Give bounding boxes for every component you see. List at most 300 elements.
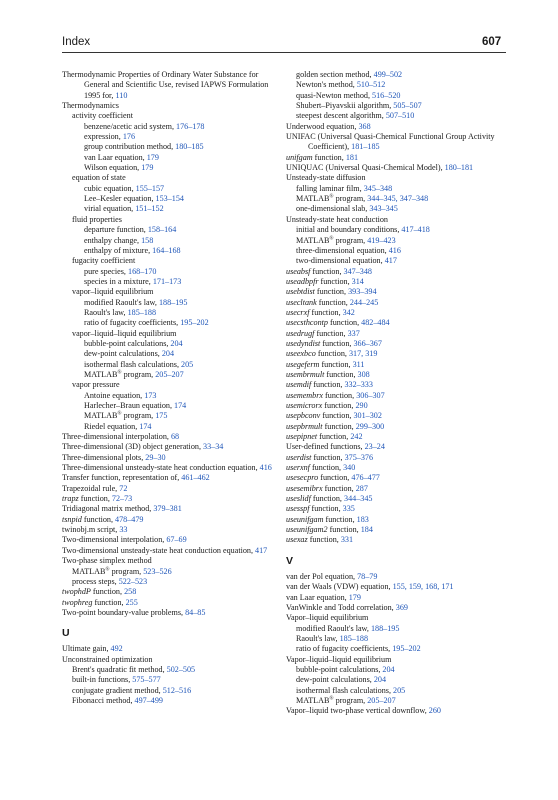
entry-page-link[interactable]: 290 bbox=[355, 401, 368, 410]
entry-page-link[interactable]: 185–188 bbox=[127, 307, 157, 317]
index-entry bbox=[286, 391, 506, 401]
entry-text: Transfer function, representation of, bbox=[62, 473, 182, 483]
index-entry bbox=[62, 675, 276, 685]
index-entry bbox=[62, 442, 276, 452]
index-entry bbox=[62, 608, 276, 618]
index-entry bbox=[62, 298, 276, 308]
entry-text: Three-dimensional (3D) object generation, bbox=[62, 442, 204, 452]
entry-page-link[interactable]: 158 bbox=[141, 235, 154, 245]
index-entry bbox=[62, 686, 276, 696]
entry-text: function, bbox=[90, 587, 125, 597]
entry-text: Trapezoidal rule, bbox=[62, 483, 120, 493]
index-entry bbox=[286, 256, 506, 266]
index-entry bbox=[62, 422, 276, 432]
entry-function-name: twophreg bbox=[62, 597, 93, 607]
entry-page-link[interactable]: 205–207 bbox=[367, 695, 396, 705]
index-entry bbox=[286, 432, 506, 442]
entry-page-link[interactable]: 417 bbox=[255, 545, 268, 555]
entry-text: function, bbox=[323, 514, 357, 524]
entry-page-link[interactable]: 512–516 bbox=[162, 685, 192, 695]
entry-function-name: useslidf bbox=[286, 494, 311, 504]
entry-page-link[interactable]: 67–69 bbox=[166, 535, 187, 545]
entry-page-link[interactable]: 180–181 bbox=[444, 163, 474, 173]
entry-page-link[interactable]: 179 bbox=[146, 152, 159, 162]
entry-text: activity coefficient bbox=[72, 111, 133, 121]
index-entry bbox=[62, 453, 276, 463]
entry-page-link[interactable]: 205 bbox=[393, 685, 406, 695]
entry-page-link[interactable]: 344–345, 347–348 bbox=[367, 194, 429, 204]
index-entry bbox=[286, 644, 506, 654]
entry-text: process steps, bbox=[72, 576, 119, 586]
entry-text: function, bbox=[322, 401, 356, 410]
index-entry bbox=[62, 380, 276, 390]
index-entry bbox=[62, 525, 276, 535]
entry-text: Raoult's law, bbox=[296, 633, 340, 643]
entry-text: Unconstrained optimization bbox=[62, 654, 153, 664]
entry-page-link[interactable]: 244–245 bbox=[349, 297, 379, 307]
entry-page-link[interactable]: 575–577 bbox=[132, 675, 161, 685]
entry-function-name: usembrmult bbox=[286, 369, 325, 379]
entry-page-link[interactable]: 23–24 bbox=[364, 442, 385, 452]
entry-text: function, bbox=[319, 359, 353, 369]
index-entry bbox=[286, 442, 506, 452]
entry-text: initial and boundary conditions, bbox=[296, 225, 402, 235]
entry-text: MATLAB bbox=[84, 411, 118, 421]
entry-page-link[interactable]: 205 bbox=[181, 359, 194, 369]
entry-text: function, bbox=[322, 421, 356, 431]
entry-page-link[interactable]: 461–462 bbox=[181, 473, 210, 483]
entry-page-link[interactable]: 176–178 bbox=[176, 121, 205, 131]
entry-page-link[interactable]: 204 bbox=[170, 338, 183, 348]
entry-text: User-defined functions, bbox=[286, 442, 365, 452]
entry-page-link[interactable]: 416 bbox=[388, 245, 401, 255]
index-entry bbox=[286, 675, 506, 685]
index-entry bbox=[62, 494, 276, 504]
entry-function-name: usebtdist bbox=[286, 287, 315, 297]
entry-text: Newton's method, bbox=[296, 80, 357, 90]
entry-page-link[interactable]: 153–154 bbox=[155, 194, 184, 204]
index-entry bbox=[62, 598, 276, 608]
entry-page-link[interactable]: 33–34 bbox=[203, 442, 224, 452]
index-column-left bbox=[62, 70, 276, 706]
entry-function-name: usedyndist bbox=[286, 338, 321, 348]
entry-function-name: userxnf bbox=[286, 463, 310, 473]
entry-text: virial equation, bbox=[84, 204, 136, 214]
entry-page-link[interactable]: 482–484 bbox=[361, 318, 390, 328]
index-entry bbox=[62, 225, 276, 235]
entry-page-link[interactable]: 337 bbox=[347, 328, 360, 338]
index-entry bbox=[286, 329, 506, 339]
entry-superscript: ® bbox=[329, 695, 334, 702]
entry-page-link[interactable]: 174 bbox=[139, 421, 152, 431]
entry-text: MATLAB bbox=[72, 566, 106, 576]
entry-page-link[interactable]: 175 bbox=[155, 411, 168, 421]
entry-text: group contribution method, bbox=[84, 142, 176, 152]
entry-function-name: usesemibrx bbox=[286, 483, 323, 493]
entry-page-link[interactable]: 204 bbox=[373, 675, 387, 685]
entry-page-link[interactable]: 492 bbox=[110, 644, 123, 654]
index-entry bbox=[286, 624, 506, 634]
entry-function-name: tsnpid bbox=[62, 514, 82, 524]
entry-page-link[interactable]: 366–367 bbox=[353, 338, 382, 348]
entry-superscript: ® bbox=[329, 193, 334, 200]
entry-function-name: useunifgam bbox=[286, 514, 324, 524]
index-entry bbox=[62, 644, 276, 654]
index-entry bbox=[62, 287, 276, 297]
index-entry bbox=[62, 370, 276, 380]
entry-text: MATLAB bbox=[296, 695, 330, 705]
entry-function-name: unifgam bbox=[286, 152, 313, 162]
index-entry bbox=[286, 215, 506, 225]
entry-text: function, bbox=[317, 432, 351, 442]
index-entry bbox=[286, 101, 506, 111]
index-entry bbox=[62, 194, 276, 204]
entry-text: function, bbox=[320, 411, 354, 421]
index-entry bbox=[62, 473, 276, 483]
entry-function-name: usemembrx bbox=[286, 390, 324, 400]
entry-page-link[interactable]: 317, 319 bbox=[348, 349, 378, 359]
entry-text: Vapor–liquid–liquid equilibrium bbox=[286, 654, 392, 664]
entry-text: built-in functions, bbox=[72, 675, 133, 685]
entry-text: dew-point calculations, bbox=[296, 675, 374, 685]
entry-page-link[interactable]: 68 bbox=[170, 432, 180, 442]
entry-page-link[interactable]: 188–195 bbox=[370, 623, 400, 633]
entry-function-name: usepbconv bbox=[286, 411, 321, 421]
index-entry bbox=[286, 473, 506, 483]
entry-page-link[interactable]: 299–300 bbox=[355, 421, 385, 431]
index-entry bbox=[62, 256, 276, 266]
entry-page-link[interactable]: 171–173 bbox=[152, 276, 182, 286]
entry-page-link[interactable]: 184 bbox=[360, 525, 373, 535]
entry-page-link[interactable]: 306–307 bbox=[356, 390, 385, 400]
section-letter: U bbox=[62, 627, 70, 640]
entry-text: Unsteady-state diffusion bbox=[286, 173, 366, 183]
entry-page-link[interactable]: 331 bbox=[340, 535, 354, 545]
entry-page-link[interactable]: 168–170 bbox=[128, 266, 157, 276]
entry-text: MATLAB bbox=[296, 194, 330, 204]
entry-text: Lee–Kesler equation, bbox=[84, 194, 156, 204]
index-entry bbox=[62, 184, 276, 194]
entry-page-link[interactable]: 195–202 bbox=[180, 318, 209, 328]
entry-text: VanWinkle and Todd correlation, bbox=[286, 602, 396, 612]
entry-page-link[interactable]: 255 bbox=[125, 597, 138, 607]
entry-text: bubble-point calculations, bbox=[84, 338, 171, 348]
entry-page-link[interactable]: 516–520 bbox=[372, 90, 401, 100]
entry-text: isothermal flash calculations, bbox=[296, 685, 394, 695]
entry-page-link[interactable]: 195–202 bbox=[392, 644, 421, 654]
entry-page-link[interactable]: 393–394 bbox=[348, 287, 377, 297]
entry-text: Thermodynamic Properties of Ordinary Water Substance for General and Scientific Use, revised IAPWS Formulation 1995 for, bbox=[62, 70, 269, 100]
index-entry bbox=[286, 122, 506, 132]
entry-text: function, bbox=[327, 318, 362, 328]
entry-text: function, bbox=[314, 328, 348, 338]
index-entry bbox=[62, 360, 276, 370]
entry-text: ratio of fugacity coefficients, bbox=[296, 644, 393, 654]
entry-page-link[interactable]: 72–73 bbox=[111, 494, 133, 504]
index-entry bbox=[286, 535, 506, 545]
entry-page-link[interactable]: 181 bbox=[345, 152, 358, 162]
entry-page-link[interactable]: 33 bbox=[119, 525, 128, 535]
index-entry bbox=[286, 655, 506, 665]
index-entry bbox=[62, 339, 276, 349]
index-entry bbox=[62, 484, 276, 494]
entry-page-link[interactable]: 78–79 bbox=[357, 571, 378, 581]
index-entry bbox=[62, 318, 276, 328]
entry-text: function, bbox=[323, 390, 357, 400]
entry-text: Thermodynamics bbox=[62, 101, 119, 111]
entry-page-link[interactable]: 502–505 bbox=[166, 664, 196, 674]
entry-page-link[interactable]: 311 bbox=[352, 359, 365, 369]
entry-text: benzene/acetic acid system, bbox=[84, 121, 177, 131]
entry-page-link[interactable]: 314 bbox=[351, 276, 364, 286]
entry-page-link[interactable]: 204 bbox=[382, 664, 395, 674]
entry-text: program, bbox=[109, 566, 144, 576]
index-entry bbox=[286, 422, 506, 432]
entry-function-name: trapz bbox=[62, 494, 79, 504]
entry-text: cubic equation, bbox=[84, 183, 136, 193]
entry-text: function, bbox=[310, 266, 344, 276]
entry-text: Shubert–Piyavskii algorithm, bbox=[296, 101, 394, 111]
entry-text: function, bbox=[309, 307, 343, 317]
entry-page-link[interactable]: 476–477 bbox=[351, 473, 380, 483]
entry-text: function, bbox=[320, 338, 354, 348]
index-entry bbox=[62, 391, 276, 401]
entry-page-link[interactable]: 173 bbox=[144, 390, 157, 400]
entry-text: van Laar equation, bbox=[84, 152, 147, 162]
entry-text: function, bbox=[92, 597, 126, 607]
entry-function-name: useabsf bbox=[286, 266, 311, 276]
entry-text: departure function, bbox=[84, 225, 148, 235]
index-entry bbox=[286, 593, 506, 603]
index-entry bbox=[62, 267, 276, 277]
entry-text: Harlecher–Braun equation, bbox=[84, 401, 175, 410]
entry-function-name: usecltank bbox=[286, 297, 317, 307]
entry-superscript: ® bbox=[117, 369, 122, 376]
entry-page-link[interactable]: 345–348 bbox=[363, 183, 393, 193]
entry-text: vapor–liquid equilibrium bbox=[72, 287, 154, 297]
entry-text: Tridiagonal matrix method, bbox=[62, 504, 154, 514]
index-entry bbox=[286, 339, 506, 349]
index-entry bbox=[62, 173, 276, 183]
index-entry bbox=[286, 225, 506, 235]
entry-page-link[interactable]: 505–507 bbox=[393, 101, 422, 111]
index-entry bbox=[62, 567, 276, 577]
entry-page-link[interactable]: 242 bbox=[350, 432, 363, 442]
index-entry bbox=[286, 696, 506, 706]
index-entry bbox=[286, 277, 506, 287]
entry-page-link[interactable]: 301–302 bbox=[353, 411, 382, 421]
entry-text: species in a mixture, bbox=[84, 276, 153, 286]
index-entry bbox=[62, 70, 276, 101]
entry-page-link[interactable]: 340 bbox=[343, 463, 356, 473]
index-entry bbox=[286, 80, 506, 90]
entry-page-link[interactable]: 523–526 bbox=[143, 566, 172, 576]
entry-text: one-dimensional slab, bbox=[296, 204, 370, 214]
entry-page-link[interactable]: 522–523 bbox=[118, 576, 148, 586]
entry-page-link[interactable]: 343–345 bbox=[369, 204, 398, 214]
entry-page-link[interactable]: 499–502 bbox=[373, 70, 403, 79]
entry-text: Riedel equation, bbox=[84, 421, 140, 431]
index-entry bbox=[62, 246, 276, 256]
entry-text: program, bbox=[121, 369, 156, 379]
entry-superscript: ® bbox=[117, 410, 122, 417]
entry-page-link[interactable]: 417–418 bbox=[401, 225, 430, 235]
entry-page-link[interactable]: 29–30 bbox=[145, 452, 166, 462]
entry-page-link[interactable]: 416 bbox=[259, 463, 272, 473]
entry-page-link[interactable]: 510–512 bbox=[356, 80, 386, 90]
header-rule bbox=[62, 52, 506, 53]
entry-page-link[interactable]: 188–195 bbox=[158, 297, 188, 307]
entry-page-link[interactable]: 344–345 bbox=[344, 494, 373, 504]
index-entry bbox=[62, 515, 276, 525]
entry-page-link[interactable]: 342 bbox=[342, 307, 355, 317]
entry-text: isothermal flash calculations, bbox=[84, 359, 182, 369]
entry-text: fugacity coefficient bbox=[72, 256, 136, 266]
entry-page-link[interactable]: 375–376 bbox=[344, 452, 374, 462]
index-entry bbox=[62, 132, 276, 142]
entry-page-link[interactable]: 478–479 bbox=[115, 514, 144, 524]
entry-text: equation of state bbox=[72, 173, 126, 183]
entry-function-name: userdist bbox=[286, 452, 312, 462]
entry-function-name: usepipnet bbox=[286, 432, 318, 442]
index-entry bbox=[286, 484, 506, 494]
index-entry bbox=[286, 194, 506, 204]
entry-page-link[interactable]: 110 bbox=[115, 90, 128, 100]
entry-page-link[interactable]: 72 bbox=[119, 483, 128, 493]
entry-function-name: usemicrorx bbox=[286, 401, 323, 410]
entry-function-name: usegeferm bbox=[286, 359, 320, 369]
entry-text: modified Raoult's law, bbox=[296, 623, 371, 633]
entry-text: van Laar equation, bbox=[286, 592, 349, 602]
entry-page-link[interactable]: 308 bbox=[357, 369, 370, 379]
index-entry bbox=[62, 308, 276, 318]
entry-superscript: ® bbox=[105, 565, 110, 572]
index-entry bbox=[286, 349, 506, 359]
entry-page-link[interactable]: 419–423 bbox=[367, 235, 396, 245]
entry-page-link[interactable]: 174 bbox=[174, 401, 187, 410]
index-entry bbox=[62, 556, 276, 566]
entry-page-link[interactable]: 205–207 bbox=[155, 369, 184, 379]
index-entry bbox=[286, 613, 506, 623]
index-entry bbox=[62, 215, 276, 225]
entry-page-link[interactable]: 179 bbox=[348, 592, 361, 602]
index-entry bbox=[286, 494, 506, 504]
entry-text: function, bbox=[316, 297, 350, 307]
index-entry bbox=[286, 504, 506, 514]
index-entry bbox=[286, 318, 506, 328]
index-entry bbox=[286, 153, 506, 163]
entry-page-link[interactable]: 332–333 bbox=[344, 380, 373, 390]
entry-page-link[interactable]: 179 bbox=[141, 163, 154, 173]
index-entry bbox=[62, 277, 276, 287]
entry-page-link[interactable]: 368 bbox=[358, 121, 371, 131]
entry-text: Vapor–liquid equilibrium bbox=[286, 613, 369, 623]
entry-page-link[interactable]: 260 bbox=[428, 706, 441, 716]
entry-text: Two-dimensional interpolation, bbox=[62, 535, 167, 545]
entry-text: Two-phase simplex method bbox=[62, 556, 152, 566]
index-entry bbox=[286, 287, 506, 297]
entry-page-link[interactable]: 151–152 bbox=[135, 204, 164, 214]
index-column-right bbox=[286, 70, 506, 717]
entry-page-link[interactable]: 185–188 bbox=[339, 633, 369, 643]
entry-function-name: usexaz bbox=[286, 535, 308, 545]
entry-function-name: useadbpfr bbox=[286, 276, 319, 286]
entry-text: van der Waals (VDW) equation, bbox=[286, 582, 393, 592]
entry-function-name: useunifgam2 bbox=[286, 525, 328, 535]
index-entry bbox=[62, 142, 276, 152]
entry-text: pure species, bbox=[84, 266, 128, 276]
entry-page-link[interactable]: 369 bbox=[395, 602, 408, 612]
index-entry bbox=[62, 153, 276, 163]
index-entry bbox=[62, 577, 276, 587]
entry-page-link[interactable]: 497–499 bbox=[134, 695, 163, 705]
index-entry bbox=[62, 696, 276, 706]
entry-text: Two-dimensional unsteady-state heat conduction equation, bbox=[62, 545, 256, 555]
index-entry bbox=[62, 411, 276, 421]
entry-text: UNIFAC (Universal Quasi-Chemical Functional Group Activity Coefficient), bbox=[286, 132, 495, 152]
entry-function-name: usedrugf bbox=[286, 328, 315, 338]
entry-page-link[interactable]: 258 bbox=[124, 587, 137, 597]
entry-text: function, bbox=[312, 152, 346, 162]
entry-page-link[interactable]: 183 bbox=[356, 514, 369, 524]
index-entry bbox=[62, 504, 276, 514]
entry-text: function, bbox=[324, 369, 358, 379]
entry-page-link[interactable]: 181–185 bbox=[351, 142, 380, 152]
entry-page-link[interactable]: 164–168 bbox=[152, 245, 181, 255]
entry-text: function, bbox=[81, 514, 116, 524]
entry-page-link[interactable]: 417 bbox=[384, 256, 397, 266]
entry-page-link[interactable]: 84–85 bbox=[185, 607, 206, 617]
entry-page-link[interactable]: 507–510 bbox=[385, 111, 415, 121]
index-entry bbox=[62, 111, 276, 121]
entry-text: function, bbox=[310, 494, 344, 504]
index-entry bbox=[286, 380, 506, 390]
index-entry bbox=[286, 463, 506, 473]
entry-text: modified Raoult's law, bbox=[84, 297, 159, 307]
index-entry bbox=[62, 163, 276, 173]
entry-page-link[interactable]: 204 bbox=[161, 349, 175, 359]
entry-page-link[interactable]: 180–185 bbox=[175, 142, 204, 152]
entry-text: program, bbox=[333, 695, 368, 705]
entry-page-link[interactable]: 335 bbox=[342, 504, 355, 514]
entry-text: enthalpy of mixture, bbox=[84, 245, 153, 255]
index-entry bbox=[286, 308, 506, 318]
entry-text: falling laminar film, bbox=[296, 183, 364, 193]
entry-text: Antoine equation, bbox=[84, 390, 145, 400]
entry-text: MATLAB bbox=[296, 235, 330, 245]
entry-text: function, bbox=[314, 287, 349, 297]
entry-text: Wilson equation, bbox=[84, 163, 142, 173]
entry-page-link[interactable]: 158–164 bbox=[147, 225, 177, 235]
entry-superscript: ® bbox=[329, 234, 334, 241]
index-entry bbox=[286, 515, 506, 525]
entry-text: function, bbox=[311, 380, 345, 390]
index-entry bbox=[62, 665, 276, 675]
entry-text: dew-point calculations, bbox=[84, 349, 162, 359]
entry-page-link[interactable]: 379–381 bbox=[153, 504, 182, 514]
entry-text: Fibonacci method, bbox=[72, 695, 135, 705]
index-entry bbox=[286, 706, 506, 716]
entry-text: function, bbox=[309, 504, 343, 514]
index-entry bbox=[286, 665, 506, 675]
page-number: 607 bbox=[482, 36, 502, 48]
entry-page-link[interactable]: 155, 159, 168, 171 bbox=[392, 582, 454, 592]
entry-page-link[interactable]: 347–348 bbox=[343, 266, 372, 276]
entry-page-link[interactable]: 176 bbox=[122, 132, 135, 142]
index-entry bbox=[62, 349, 276, 359]
entry-page-link[interactable]: 287 bbox=[355, 483, 368, 493]
entry-page-link[interactable]: 155–157 bbox=[135, 183, 165, 193]
